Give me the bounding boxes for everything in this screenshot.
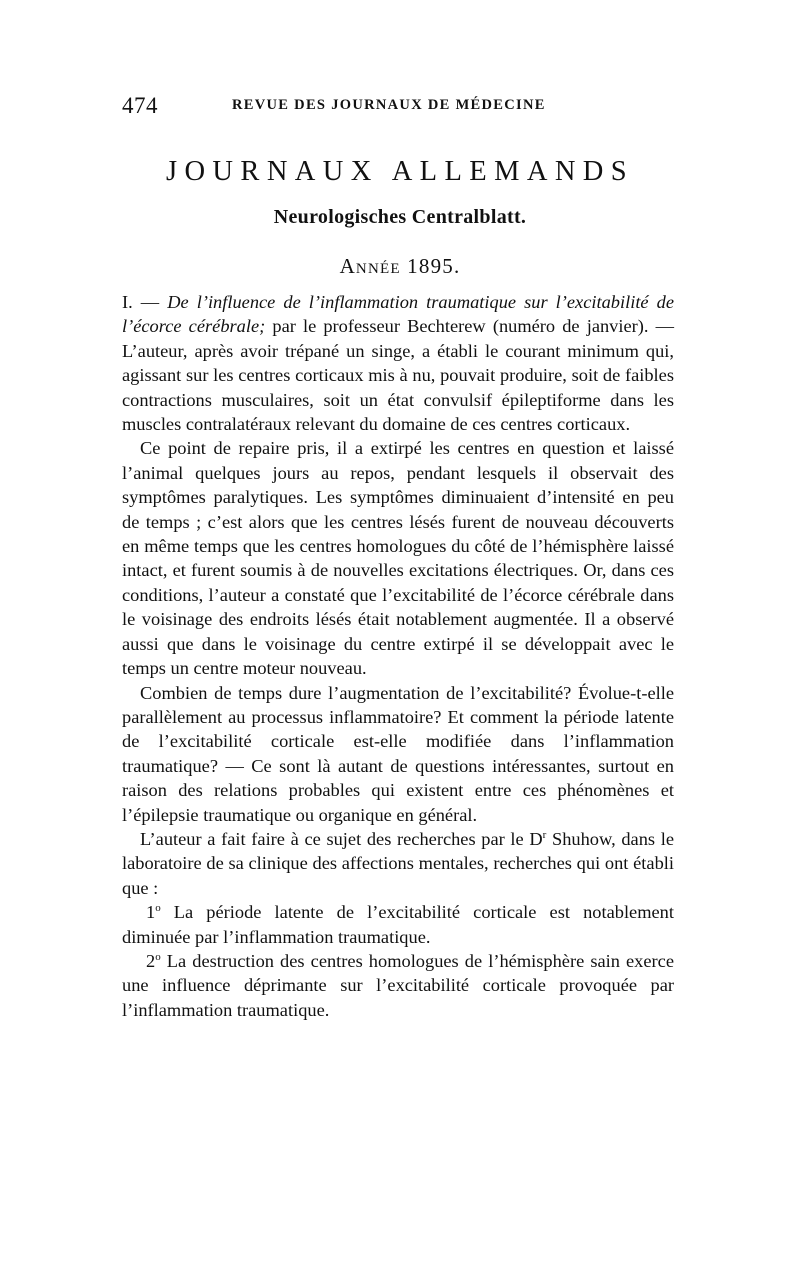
page-number: 474 — [122, 93, 158, 118]
year-label: Année — [339, 254, 401, 278]
journal-title: Neurologisches Centralblatt. — [273, 206, 527, 228]
finding-1-ordinal: o — [155, 902, 161, 915]
year-line — [120, 254, 680, 279]
running-head-title: REVUE DES JOURNAUX DE MÉDECINE — [232, 97, 546, 113]
paragraph-4-text-b: Shuhow, dans le laboratoire de sa clinique des affections mentales, recherches qui ont établi que : — [122, 828, 674, 898]
article-title: De l’influence de l’inflammation traumatique sur l’excitabilité de l’écorce cérébrale; — [122, 292, 675, 337]
running-head — [122, 93, 682, 119]
paragraph-3: Combien de temps dure l’augmentation de l’excitabilité? Évolue-t-elle parallèlement au processus inflammatoire? Et comment la période latente de l’excitabilité corticale est-elle modifiée dans l’inflammation traumatique? — Ce sont là autant de questions intéressantes, surtout en raison des relations probables qui existent entre ces phénomènes et l’épilepsie traumatique ou organique en général. — [122, 682, 674, 825]
paragraph-2: Ce point de repaire pris, il a extirpé les centres en question et laissé l’animal quelques jours au repos, pendant lesquels il observait des symptômes paralytiques. Les symptômes diminuaient d’intensité en peu de temps ; c’est alors que les centres lésés furent de nouveau découverts en même temps que les centres homologues du côté de l’hémisphère laissé intact, et furent soumis à de nouvelles excitations électriques. Or, dans ces conditions, l’auteur a constaté que l’excitabilité de l’écorce cérébrale dans le voisinage des endroits lésés était notablement augmentée. Il a observé aussi que dans le voisinage du centre extirpé il se développait avec le temps un centre moteur nouveau. — [122, 438, 674, 679]
doctor-abbrev-sup: r — [542, 828, 547, 841]
section-title: JOURNAUX ALLEMANDS — [165, 156, 635, 187]
paragraph-4-text-a: L’auteur a fait faire à ce sujet des recherches par le D — [140, 828, 543, 849]
finding-1-number: 1 — [146, 902, 156, 923]
finding-2 — [122, 949, 674, 1022]
finding-2-number: 2 — [146, 950, 156, 971]
paragraph-1 — [122, 290, 674, 436]
finding-1 — [122, 900, 674, 949]
finding-2-text: La destruction des centres homologues de l’hémisphère sain exerce une influence déprimante sur l’excitabilité corticale provoquée par l’inflammation traumatique. — [122, 950, 674, 1020]
paragraph-1-text: par le professeur Bechterew (numéro de janvier). — L’auteur, après avoir trépané un singe, a établi le courant minimum qui, agissant sur les centres corticaux mis à nu, pouvait produire, soit de faibles contractions musculaires, soit un état convulsif épileptiforme dans les muscles contralatéraux relevant du domaine de ces centres corticaux. — [122, 316, 674, 435]
finding-1-text: La période latente de l’excitabilité corticale est notablement diminuée par l’inflammation traumatique. — [122, 902, 674, 947]
year-value: 1895. — [407, 254, 461, 278]
finding-2-ordinal: o — [155, 950, 161, 963]
article-numeral: I. — — [122, 292, 168, 312]
article-body — [122, 290, 674, 1022]
paragraph-4 — [122, 827, 674, 900]
